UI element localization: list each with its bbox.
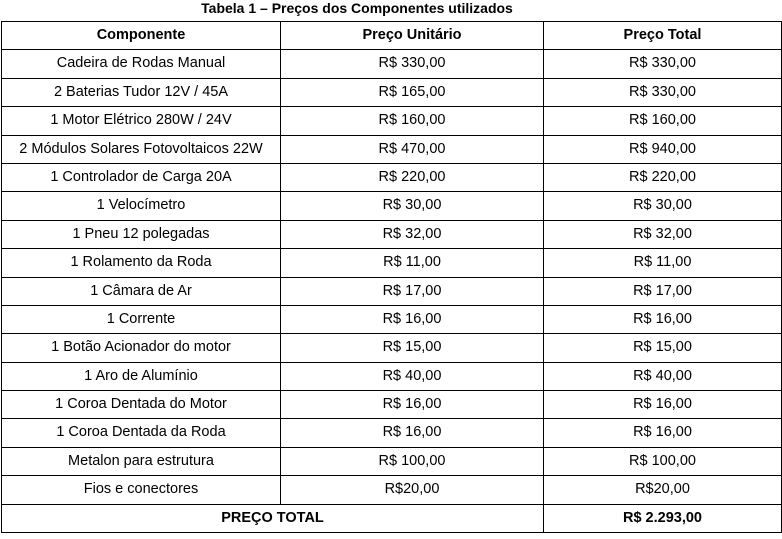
cell-total-price: R$ 30,00 [544, 192, 782, 220]
table-row [2, 220, 782, 248]
cell-total-price: R$ 220,00 [544, 163, 782, 191]
cell-unit-price: R$ 165,00 [281, 78, 544, 106]
cell-component: 1 Velocímetro [2, 192, 281, 220]
cell-component: 2 Baterias Tudor 12V / 45A [2, 78, 281, 106]
cell-unit-price: R$ 160,00 [281, 107, 544, 135]
cell-unit-price: R$20,00 [281, 476, 544, 504]
table-row [2, 107, 782, 135]
cell-total-price: R$ 330,00 [544, 50, 782, 78]
cell-unit-price: R$ 470,00 [281, 135, 544, 163]
cell-component: 1 Coroa Dentada da Roda [2, 419, 281, 447]
price-table [1, 21, 782, 533]
cell-total-price: R$ 11,00 [544, 249, 782, 277]
total-value: R$ 2.293,00 [544, 504, 782, 532]
cell-total-price: R$ 330,00 [544, 78, 782, 106]
cell-component: 1 Rolamento da Roda [2, 249, 281, 277]
cell-total-price: R$ 32,00 [544, 220, 782, 248]
table-row [2, 419, 782, 447]
table-row [2, 192, 782, 220]
header-total-price: Preço Total [544, 22, 782, 50]
cell-component: 1 Motor Elétrico 280W / 24V [2, 107, 281, 135]
cell-component: 1 Aro de Alumínio [2, 362, 281, 390]
cell-unit-price: R$ 32,00 [281, 220, 544, 248]
cell-unit-price: R$ 220,00 [281, 163, 544, 191]
table-row [2, 249, 782, 277]
cell-total-price: R$ 15,00 [544, 334, 782, 362]
table-row [2, 447, 782, 475]
cell-unit-price: R$ 100,00 [281, 447, 544, 475]
table-row [2, 362, 782, 390]
cell-unit-price: R$ 11,00 [281, 249, 544, 277]
cell-total-price: R$ 17,00 [544, 277, 782, 305]
cell-component: 1 Botão Acionador do motor [2, 334, 281, 362]
cell-component: Metalon para estrutura [2, 447, 281, 475]
cell-unit-price: R$ 16,00 [281, 419, 544, 447]
table-row [2, 476, 782, 504]
table-row [2, 50, 782, 78]
total-label: PREÇO TOTAL [2, 504, 544, 532]
table-row [2, 135, 782, 163]
table-row [2, 163, 782, 191]
cell-unit-price: R$ 16,00 [281, 305, 544, 333]
cell-unit-price: R$ 330,00 [281, 50, 544, 78]
cell-component: 1 Controlador de Carga 20A [2, 163, 281, 191]
cell-total-price: R$ 100,00 [544, 447, 782, 475]
cell-total-price: R$20,00 [544, 476, 782, 504]
cell-unit-price: R$ 16,00 [281, 391, 544, 419]
cell-total-price: R$ 16,00 [544, 391, 782, 419]
cell-component: 2 Módulos Solares Fotovoltaicos 22W [2, 135, 281, 163]
table-row [2, 277, 782, 305]
table-caption: Tabela 1 – Preços dos Componentes utilizados [201, 0, 513, 16]
header-unit-price: Preço Unitário [281, 22, 544, 50]
cell-total-price: R$ 16,00 [544, 305, 782, 333]
header-component: Componente [2, 22, 281, 50]
cell-total-price: R$ 160,00 [544, 107, 782, 135]
cell-component: 1 Corrente [2, 305, 281, 333]
cell-unit-price: R$ 15,00 [281, 334, 544, 362]
total-row [2, 504, 782, 532]
cell-total-price: R$ 16,00 [544, 419, 782, 447]
header-row [2, 22, 782, 50]
cell-unit-price: R$ 30,00 [281, 192, 544, 220]
cell-component: Cadeira de Rodas Manual [2, 50, 281, 78]
table-row [2, 391, 782, 419]
cell-unit-price: R$ 40,00 [281, 362, 544, 390]
cell-component: 1 Pneu 12 polegadas [2, 220, 281, 248]
cell-unit-price: R$ 17,00 [281, 277, 544, 305]
cell-component: 1 Câmara de Ar [2, 277, 281, 305]
cell-component: 1 Coroa Dentada do Motor [2, 391, 281, 419]
table-row [2, 305, 782, 333]
cell-total-price: R$ 940,00 [544, 135, 782, 163]
table-row [2, 334, 782, 362]
table-row [2, 78, 782, 106]
cell-total-price: R$ 40,00 [544, 362, 782, 390]
cell-component: Fios e conectores [2, 476, 281, 504]
